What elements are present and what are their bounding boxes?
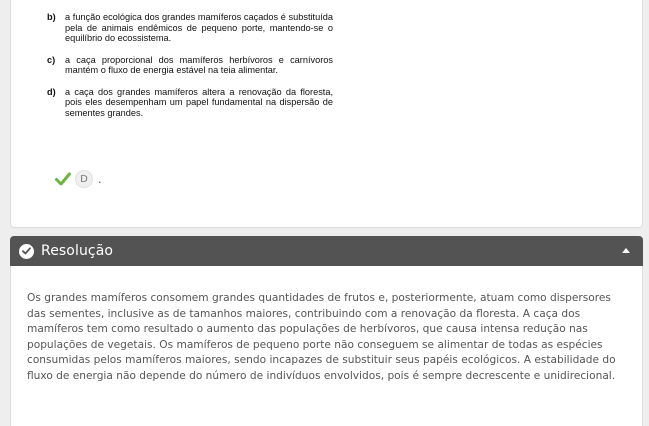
check-circle-icon [19,244,34,259]
option-d [47,87,333,119]
option-text: a caça proporcional dos mamíferos herbívoros e carnívoros mantém o fluxo de energia estável na teia alimentar. [65,54,333,75]
option-b [47,12,333,44]
resolution-header[interactable] [10,236,643,266]
option-text: a função ecológica dos grandes mamíferos caçados é substituída pela de animais endêmicos de pequeno porte, mantendo-se o equilíbrio do ecossistema. [65,12,333,43]
options-list [47,12,333,129]
option-c [47,55,333,76]
checkmark-icon [55,172,71,186]
answer-suffix: . [98,172,102,186]
answer-row [55,170,102,188]
option-letter: d) [47,86,56,97]
option-letter: c) [47,54,56,65]
option-text: a caça dos grandes mamíferos altera a renovação da floresta, pois eles desempenham um papel fundamental na dispersão de sementes grandes. [65,86,333,118]
question-card [10,0,643,228]
answer-badge: D [75,170,93,188]
resolution-body [10,266,643,426]
option-letter: b) [47,12,56,22]
resolution-title: Resolução [41,243,114,259]
resolution-text: Os grandes mamíferos consomem grandes quantidades de frutos e, posteriormente, atuam como dispersores das sementes, inclusive as de tamanhos maiores, contribuindo com a renovação da floresta. A caça dos mamíferos tem como resultado o aumento das populações de herbívoros, que causa intensa redução nas populações de vegetais. Os mamíferos de pequeno porte não conseguem se alimentar de todas as espécies consumidas pelos mamíferos maiores, sendo incapazes de substituir seus papéis ecológicos. A estabilidade do fluxo de energia não depende do número de indivíduos envolvidos, pois é sempre decrescente e unidirecional. [27,292,616,382]
caret-up-icon[interactable] [622,248,630,253]
